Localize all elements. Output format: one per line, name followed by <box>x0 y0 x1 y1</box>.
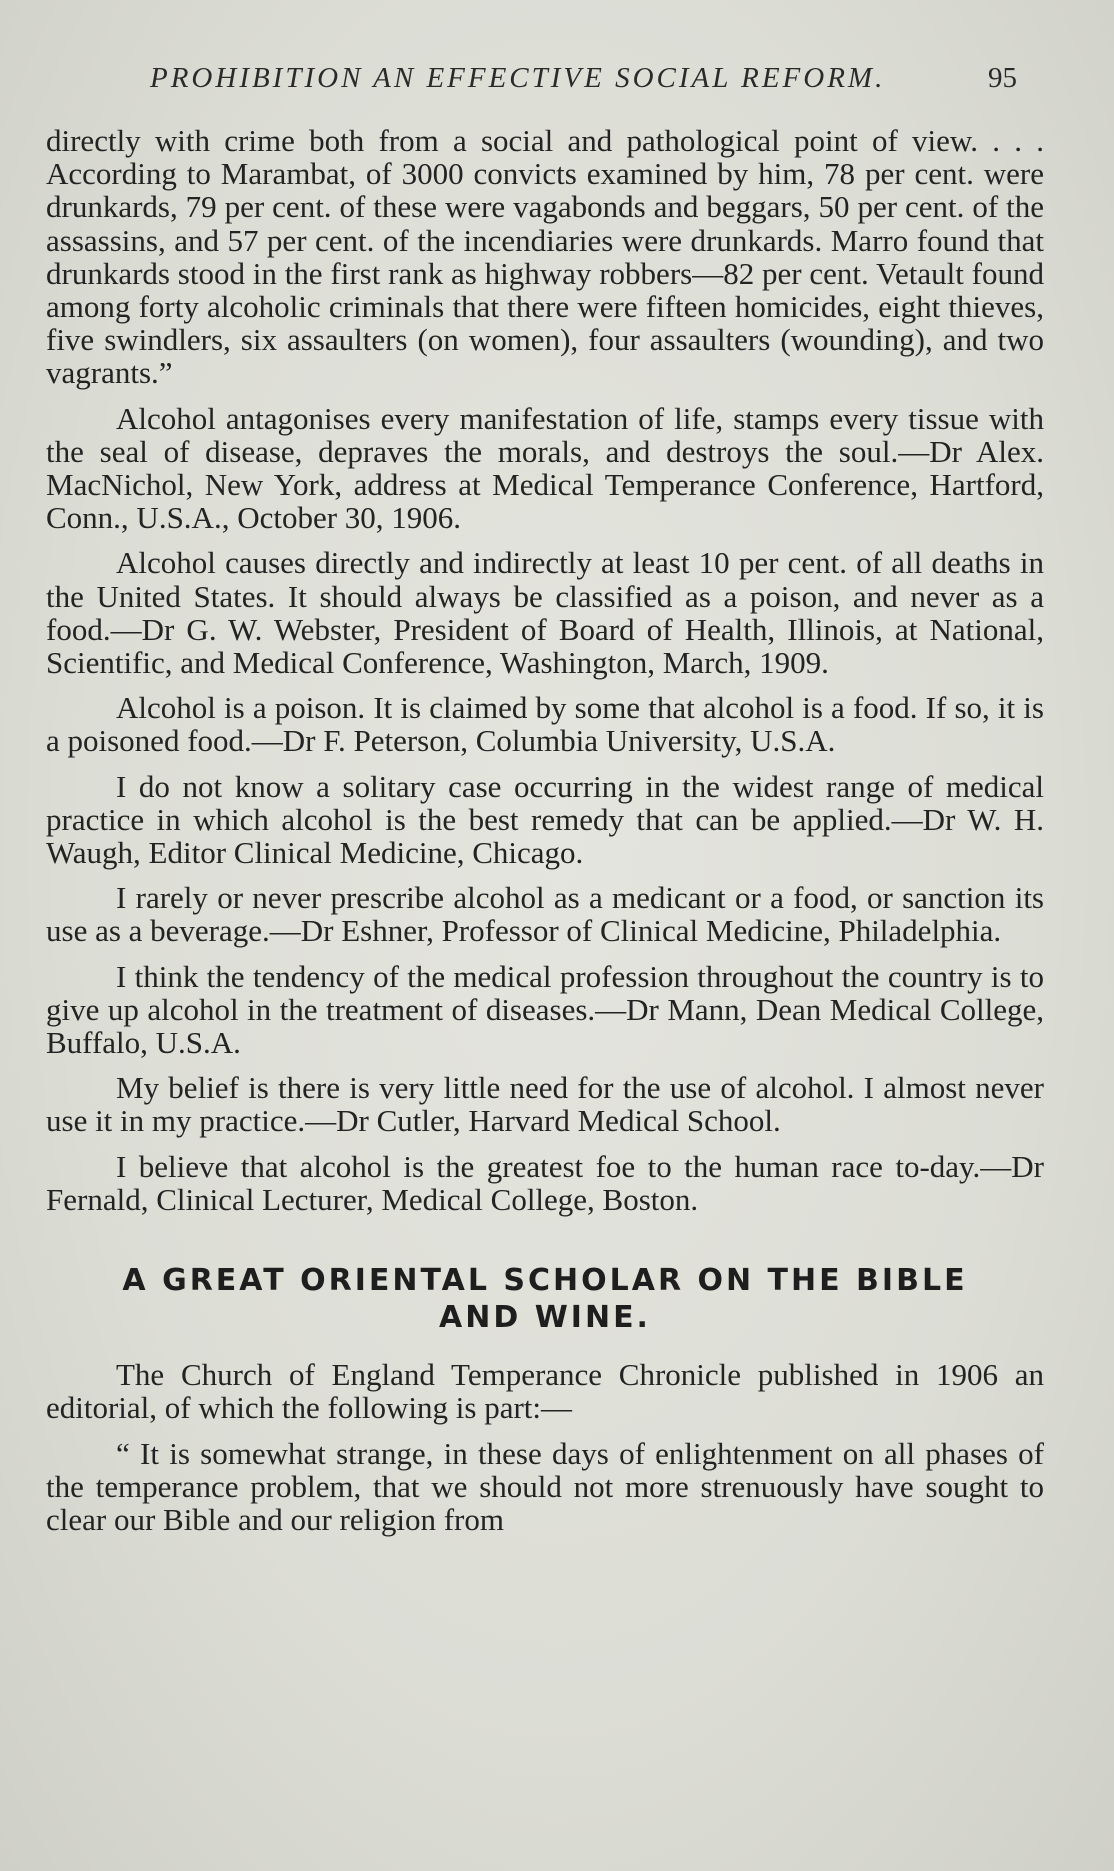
section-heading-line-2: AND WINE. <box>439 1300 651 1336</box>
section-heading-line-1: A GREAT ORIENTAL SCHOLAR ON THE BIBLE <box>122 1263 968 1299</box>
paragraph-editorial-quote: “ It is somewhat strange, in these days of enlightenment on all phases of the temperance problem, that we should not more strenuously have sought to clear our Bible and our religion from <box>46 1435 1044 1537</box>
paragraph-cutler: My belief is there is very little need for the use of alcohol. I almost never use it in my practice.—Dr Cutler, Harvard Medical School. <box>46 1070 1044 1139</box>
paragraph-peterson: Alcohol is a poison. It is claimed by some that alcohol is a food. If so, it is a poisoned food.—Dr F. Peterson, Columbia University, U.S.A. <box>46 690 1044 759</box>
paragraph-crime-statistics: directly with crime both from a social and pathological point of view. . . . According to Marambat, of 3000 convicts examined by him, 78 per cent. were drunkards, 79 per cent. of these were vagabonds and beggars, 50 per cent. of the assassins, and 57 per cent. of the incendiaries were drunkards. Marro found that drunkards stood in the first rank as highway robbers—82 per cent. Vetault found among forty alcoholic criminals that there were fifteen homicides, eight thieves, five swindlers, six assaulters (on women), four assaulters (wounding), and two vagrants.” <box>46 123 1044 391</box>
running-title: PROHIBITION AN EFFECTIVE SOCIAL REFORM. <box>150 62 886 94</box>
body-text <box>46 124 1044 1548</box>
paragraph-fernald: I believe that alcohol is the greatest foe to the human race to-day.—Dr Fernald, Clinical Lecturer, Medical College, Boston. <box>46 1148 1044 1217</box>
paragraph-eshner: I rarely or never prescribe alcohol as a medicant or a food, or sanction its use as a beverage.—Dr Eshner, Professor of Clinical Medicine, Philadelphia. <box>46 880 1044 949</box>
section-heading <box>46 1262 1044 1336</box>
paragraph-waugh: I do not know a solitary case occurring in the widest range of medical practice in which alcohol is the best remedy that can be applied.—Dr W. H. Waugh, Editor Clinical Medicine, Chicago. <box>46 768 1044 871</box>
running-head <box>150 62 1050 102</box>
page-number: 95 <box>988 62 1017 94</box>
paragraph-webster: Alcohol causes directly and indirectly at least 10 per cent. of all deaths in the United States. It should always be classified as a poison, and never as a food.—Dr G. W. Webster, President of Board of Health, Illinois, at National, Scientific, and Medical Conference, Washington, March, 1909. <box>46 545 1044 681</box>
paragraph-macnichol: Alcohol antagonises every manifestation of life, stamps every tissue with the seal of disease, depraves the morals, and destroys the soul.—Dr Alex. MacNichol, New York, address at Medical Temperance Conference, Hartford, Conn., U.S.A., October 30, 1906. <box>46 400 1044 536</box>
paragraph-mann: I think the tendency of the medical profession throughout the country is to give up alcohol in the treatment of diseases.—Dr Mann, Dean Medical College, Buffalo, U.S.A. <box>46 958 1044 1061</box>
paragraph-chronicle: The Church of England Temperance Chronicle published in 1906 an editorial, of which the following is part:— <box>46 1357 1044 1426</box>
